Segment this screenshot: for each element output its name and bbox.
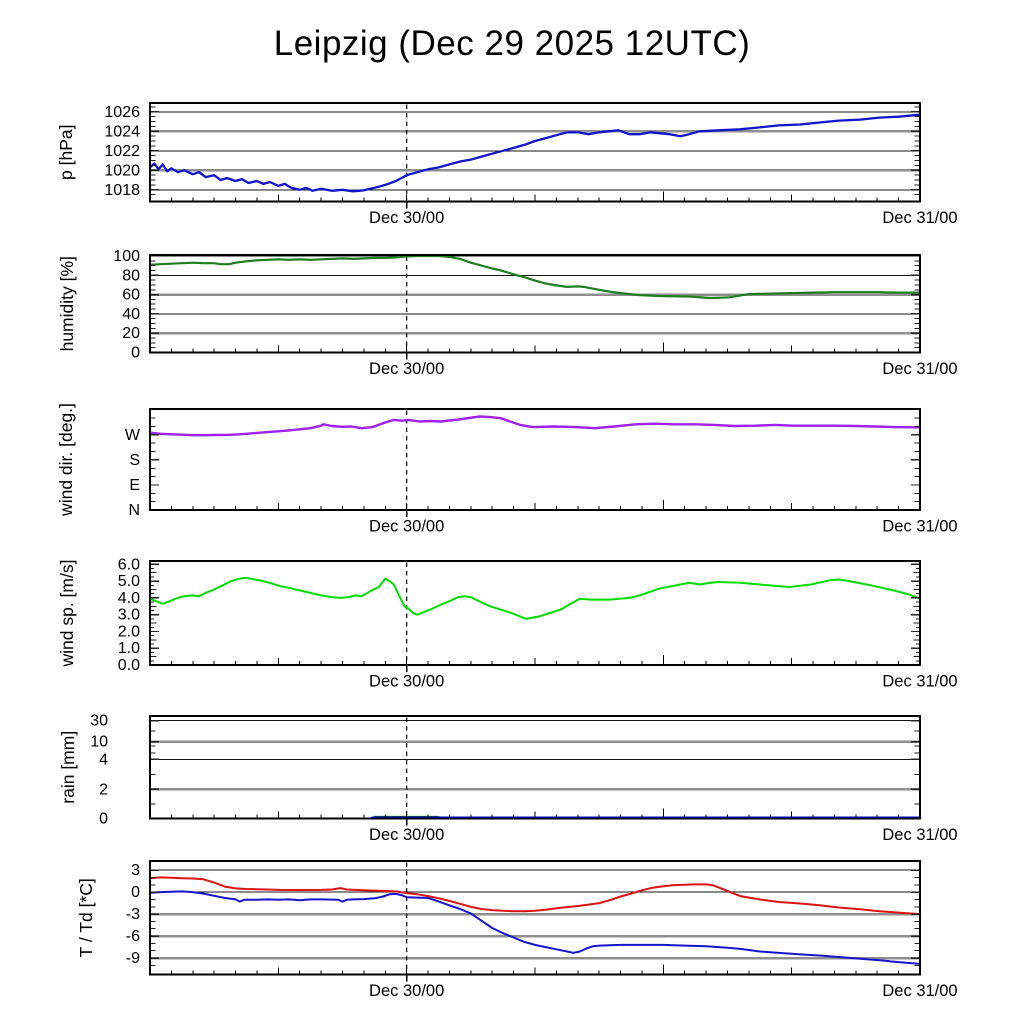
y-tick-label-humidity-20: 20 <box>122 325 140 343</box>
y-tick-label-pressure-1026: 1026 <box>104 103 140 121</box>
y-tick-label-wind-speed-6.0: 6.0 <box>117 556 140 574</box>
x-tick-label: Dec 30/00 <box>369 826 445 844</box>
y-axis-label-wind-speed: wind sp. [m/s] <box>57 559 77 667</box>
panel-pressure <box>56 103 958 227</box>
y-tick-label-wind-speed-2.0: 2.0 <box>117 623 140 641</box>
y-tick-label-wind-speed-3.0: 3.0 <box>117 606 140 624</box>
x-tick-label: Dec 31/00 <box>882 209 958 227</box>
x-tick-label: Dec 31/00 <box>882 517 958 536</box>
y-tick-label-wind-direction-W: W <box>124 426 140 444</box>
x-tick-label: Dec 30/00 <box>369 360 445 378</box>
y-tick-label-temperature-0: 0 <box>131 884 140 902</box>
y-tick-label-wind-speed-5.0: 5.0 <box>117 573 140 591</box>
panel-frame <box>150 255 920 353</box>
y-tick-label-humidity-80: 80 <box>122 267 140 285</box>
y-tick-label-rain-4: 4 <box>99 751 108 769</box>
y-axis-label-humidity: humidity [%] <box>57 256 77 352</box>
panel-frame <box>150 716 920 819</box>
y-axis-label-rain: rain [mm] <box>58 730 78 804</box>
y-tick-label-wind-direction-N: N <box>128 502 140 519</box>
y-tick-label-humidity-40: 40 <box>122 305 140 323</box>
pressure-line <box>150 115 920 192</box>
y-tick-label-rain-30: 30 <box>90 712 108 730</box>
wind-speed-line <box>150 578 920 619</box>
y-tick-label-rain-2: 2 <box>99 781 108 799</box>
y-tick-label-pressure-1018: 1018 <box>104 181 140 199</box>
y-tick-label-humidity-100: 100 <box>113 247 140 265</box>
y-tick-label-temperature-3: 3 <box>131 862 140 880</box>
dewpoint-line <box>150 891 920 964</box>
panel-rain <box>58 713 958 844</box>
panel-wind-direction <box>56 403 958 535</box>
panel-temperature <box>76 861 958 1000</box>
y-tick-label-pressure-1024: 1024 <box>104 123 140 141</box>
panel-humidity <box>57 248 958 378</box>
y-tick-label-temperature--9: -9 <box>125 950 140 968</box>
y-axis-label-temperature: T / Td [*C] <box>76 878 96 958</box>
panel-frame <box>150 409 920 510</box>
y-tick-label-humidity-0: 0 <box>131 344 140 362</box>
y-tick-label-pressure-1022: 1022 <box>104 142 140 160</box>
y-tick-label-temperature--6: -6 <box>125 928 140 946</box>
panel-wind-speed <box>57 556 958 690</box>
y-tick-label-wind-speed-1.0: 1.0 <box>117 640 140 658</box>
y-tick-label-wind-direction-E: E <box>129 476 140 494</box>
y-tick-label-rain-10: 10 <box>90 733 108 751</box>
y-tick-label-rain-0: 0 <box>99 810 108 828</box>
x-tick-label: Dec 30/00 <box>369 517 445 536</box>
y-axis-label-pressure: p [hPa] <box>56 124 76 180</box>
panel-frame <box>150 561 920 665</box>
x-tick-label: Dec 30/00 <box>369 209 445 227</box>
panel-frame <box>150 103 920 202</box>
y-tick-label-humidity-60: 60 <box>122 286 140 304</box>
y-tick-label-wind-speed-0.0: 0.0 <box>117 657 140 674</box>
humidity-line <box>150 256 920 298</box>
temperature-line <box>150 877 920 914</box>
y-tick-label-pressure-1020: 1020 <box>104 162 140 180</box>
y-axis-label-wind-direction: wind dir. [deg.] <box>56 403 76 516</box>
y-tick-label-wind-direction-S: S <box>129 451 140 469</box>
y-tick-label-wind-speed-4.0: 4.0 <box>117 589 140 607</box>
y-tick-label-temperature--3: -3 <box>125 906 140 924</box>
x-tick-label: Dec 30/00 <box>369 982 445 1000</box>
wind-direction-line <box>150 417 920 436</box>
x-tick-label: Dec 31/00 <box>882 982 958 1000</box>
chart-title: Leipzig (Dec 29 2025 12UTC) <box>273 24 751 63</box>
x-tick-label: Dec 31/00 <box>882 672 958 691</box>
x-tick-label: Dec 31/00 <box>882 826 958 844</box>
x-tick-label: Dec 31/00 <box>882 360 958 378</box>
x-tick-label: Dec 30/00 <box>369 672 445 691</box>
